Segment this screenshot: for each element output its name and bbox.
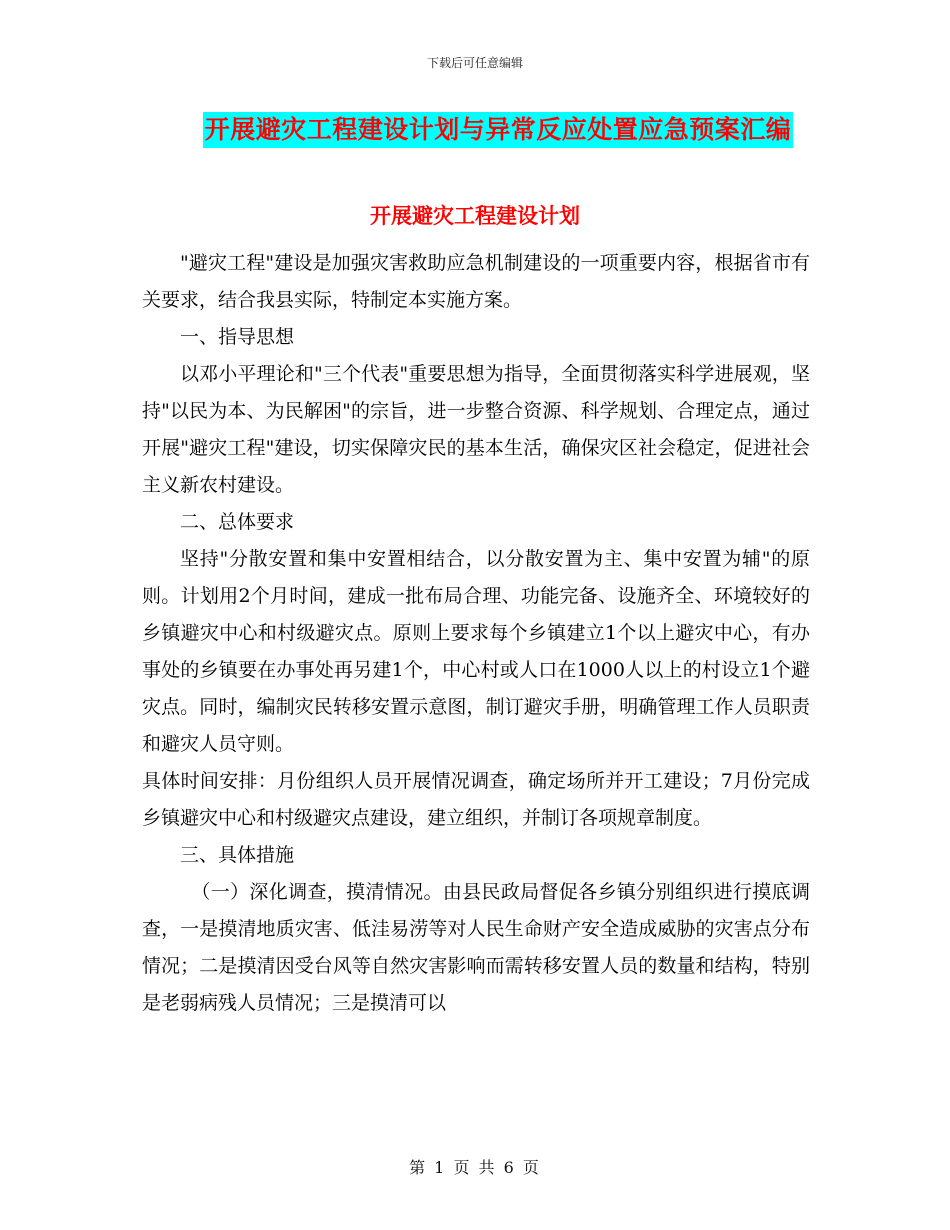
schedule-paragraph: 具体时间安排：月份组织人员开展情况调查，确定场所并开工建设；7月份完成乡镇避灾中心和村级避灾点建设，建立组织，并制订各项规章制度。 — [142, 770, 810, 829]
page-footer: 第 1 页 共 6 页 — [409, 1158, 541, 1177]
overall-requirements-paragraph: 坚持"分散安置和集中安置相结合，以分散安置为主、集中安置为辅"的原则。计划用2个月时间，建成一批布局合理、功能完备、设施齐全、环境较好的乡镇避灾中心和村级避灾点。原则上要求每个乡镇建立1个以上避灾中心，有办事处的乡镇要在办事处再另建1个，中心村或人口在1000人以上的村设立1个避灾点。同时，编制灾民转移安置示意图，制订避灾手册，明确管理工作人员职责和避灾人员守则。 — [142, 548, 810, 755]
heading-overall-requirements: 二、总体要求 — [180, 511, 295, 533]
guiding-ideology-paragraph: 以邓小平理论和"三个代表"重要思想为指导，全面贯彻落实科学进展观，坚持"以民为本、为民解困"的宗旨，进一步整合资源、科学规划、合理定点，通过开展"避灾工程"建设，切实保障灾民的基本生活，确保灾区社会稳定，促进社会主义新农村建设。 — [142, 363, 810, 496]
header-note: 下载后可任意编辑 — [426, 56, 523, 70]
measure-one-paragraph: （一）深化调查，摸清情况。由县民政局督促各乡镇分别组织进行摸底调查，一是摸清地质灾害、低洼易涝等对人民生命财产安全造成威胁的灾害点分布情况；二是摸清因受台风等自然灾害影响而需转移安置人员的数量和结构，特别是老弱病残人员情况；三是摸清可以 — [142, 881, 810, 1014]
heading-guiding-ideology: 一、指导思想 — [180, 326, 295, 348]
document-body — [142, 245, 810, 1022]
section-title: 开展避灾工程建设计划 — [370, 203, 580, 228]
heading-specific-measures: 三、具体措施 — [180, 844, 295, 866]
main-title: 开展避灾工程建设计划与异常反应处置应急预案汇编 — [203, 112, 794, 148]
main-title-container — [0, 112, 950, 148]
intro-paragraph: "避灾工程"建设是加强灾害救助应急机制建设的一项重要内容，根据省市有关要求，结合我县实际，特制定本实施方案。 — [142, 252, 810, 311]
